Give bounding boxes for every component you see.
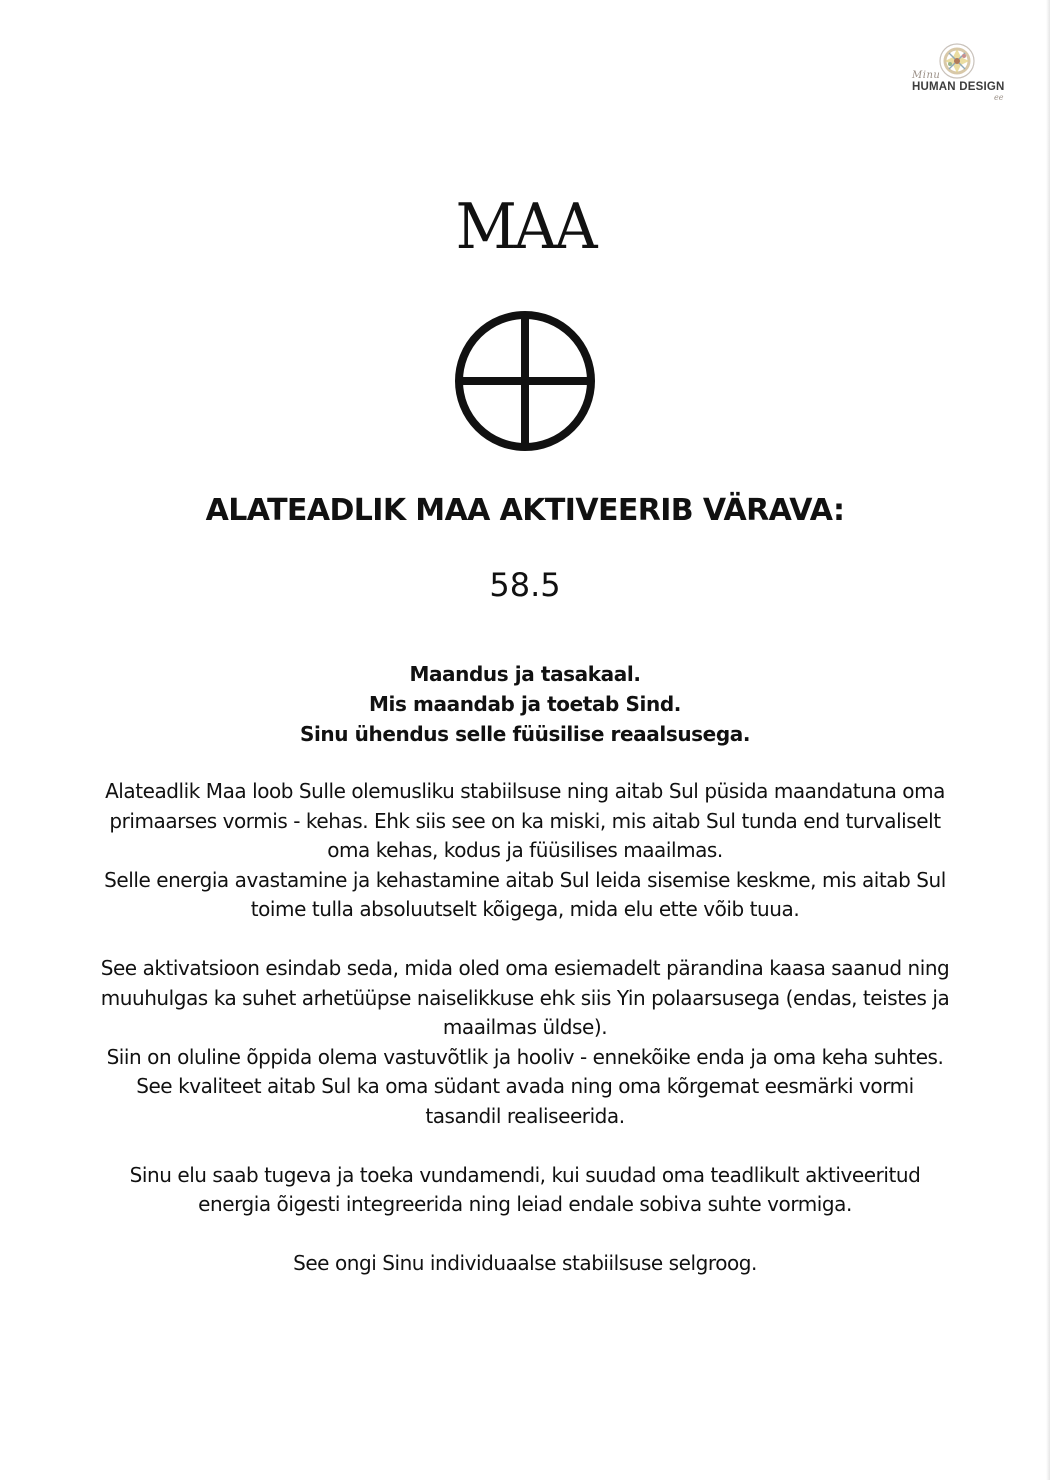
gate-number: 58.5	[489, 566, 561, 604]
intro-block	[0, 659, 1050, 749]
brand-logo	[908, 42, 1008, 104]
intro-line: Sinu ühendus selle füüsilise reaalsusega.	[299, 722, 751, 746]
paragraph: See ongi Sinu individuaalse stabiilsuse selgroog.	[293, 1251, 757, 1275]
paragraph: See aktivatsioon esindab seda, mida oled oma esiemadelt pärandina kaasa saanud ning muuhulgas ka suhet arhetüüpse naiselikkuse ehk siis Yin polaarsusega (endas, teistes ja maailmas üldse).	[100, 956, 950, 1039]
earth-symbol-icon	[453, 309, 597, 453]
description-text	[100, 777, 950, 1279]
paragraph: Siin on oluline õppida olema vastuvõtlik ja hooliv - ennekõike enda ja oma keha suhtes. See kvaliteet aitab Sul ka oma südant avada ning oma kõrgemat eesmärki vormi tasandil realiseerida.	[106, 1044, 944, 1128]
paragraph: Alateadlik Maa loob Sulle olemusliku stabiilsuse ning aitab Sul püsida maandatuna oma primaarses vormis - kehas. Ehk siis see on ka miski, mis aitab Sul tunda end turvaliselt oma kehas, kodus ja füüsilises maailmas.	[105, 779, 945, 862]
paragraph-gap	[100, 1220, 950, 1250]
intro-line: Maandus ja tasakaal.	[409, 662, 641, 686]
logo-main-text: HUMAN DESIGN	[912, 81, 1005, 93]
paragraph: Sinu elu saab tugeva ja toeka vundamendi, kui suudad oma teadlikult aktiveeritud energia õigesti integreerida ning leiad endale sobiva suhte vormiga.	[129, 1162, 921, 1216]
paragraph: Selle energia avastamine ja kehastamine aitab Sul leida sisemise keskme, mis aitab Sul toime tulla absoluutselt kõigega, mida elu ette võib tuua.	[104, 867, 946, 921]
paragraph-gap	[100, 925, 950, 955]
logo-sub-text: ee	[994, 93, 1004, 102]
mandala-icon	[938, 42, 976, 80]
page-title: MAA	[455, 190, 595, 264]
logo-script-text: Minu	[912, 70, 941, 81]
paragraph-gap	[100, 1131, 950, 1161]
intro-line: Mis maandab ja toetab Sind.	[369, 692, 681, 716]
gate-heading: ALATEADLIK MAA AKTIVEERIB VÄRAVA:	[205, 493, 845, 528]
